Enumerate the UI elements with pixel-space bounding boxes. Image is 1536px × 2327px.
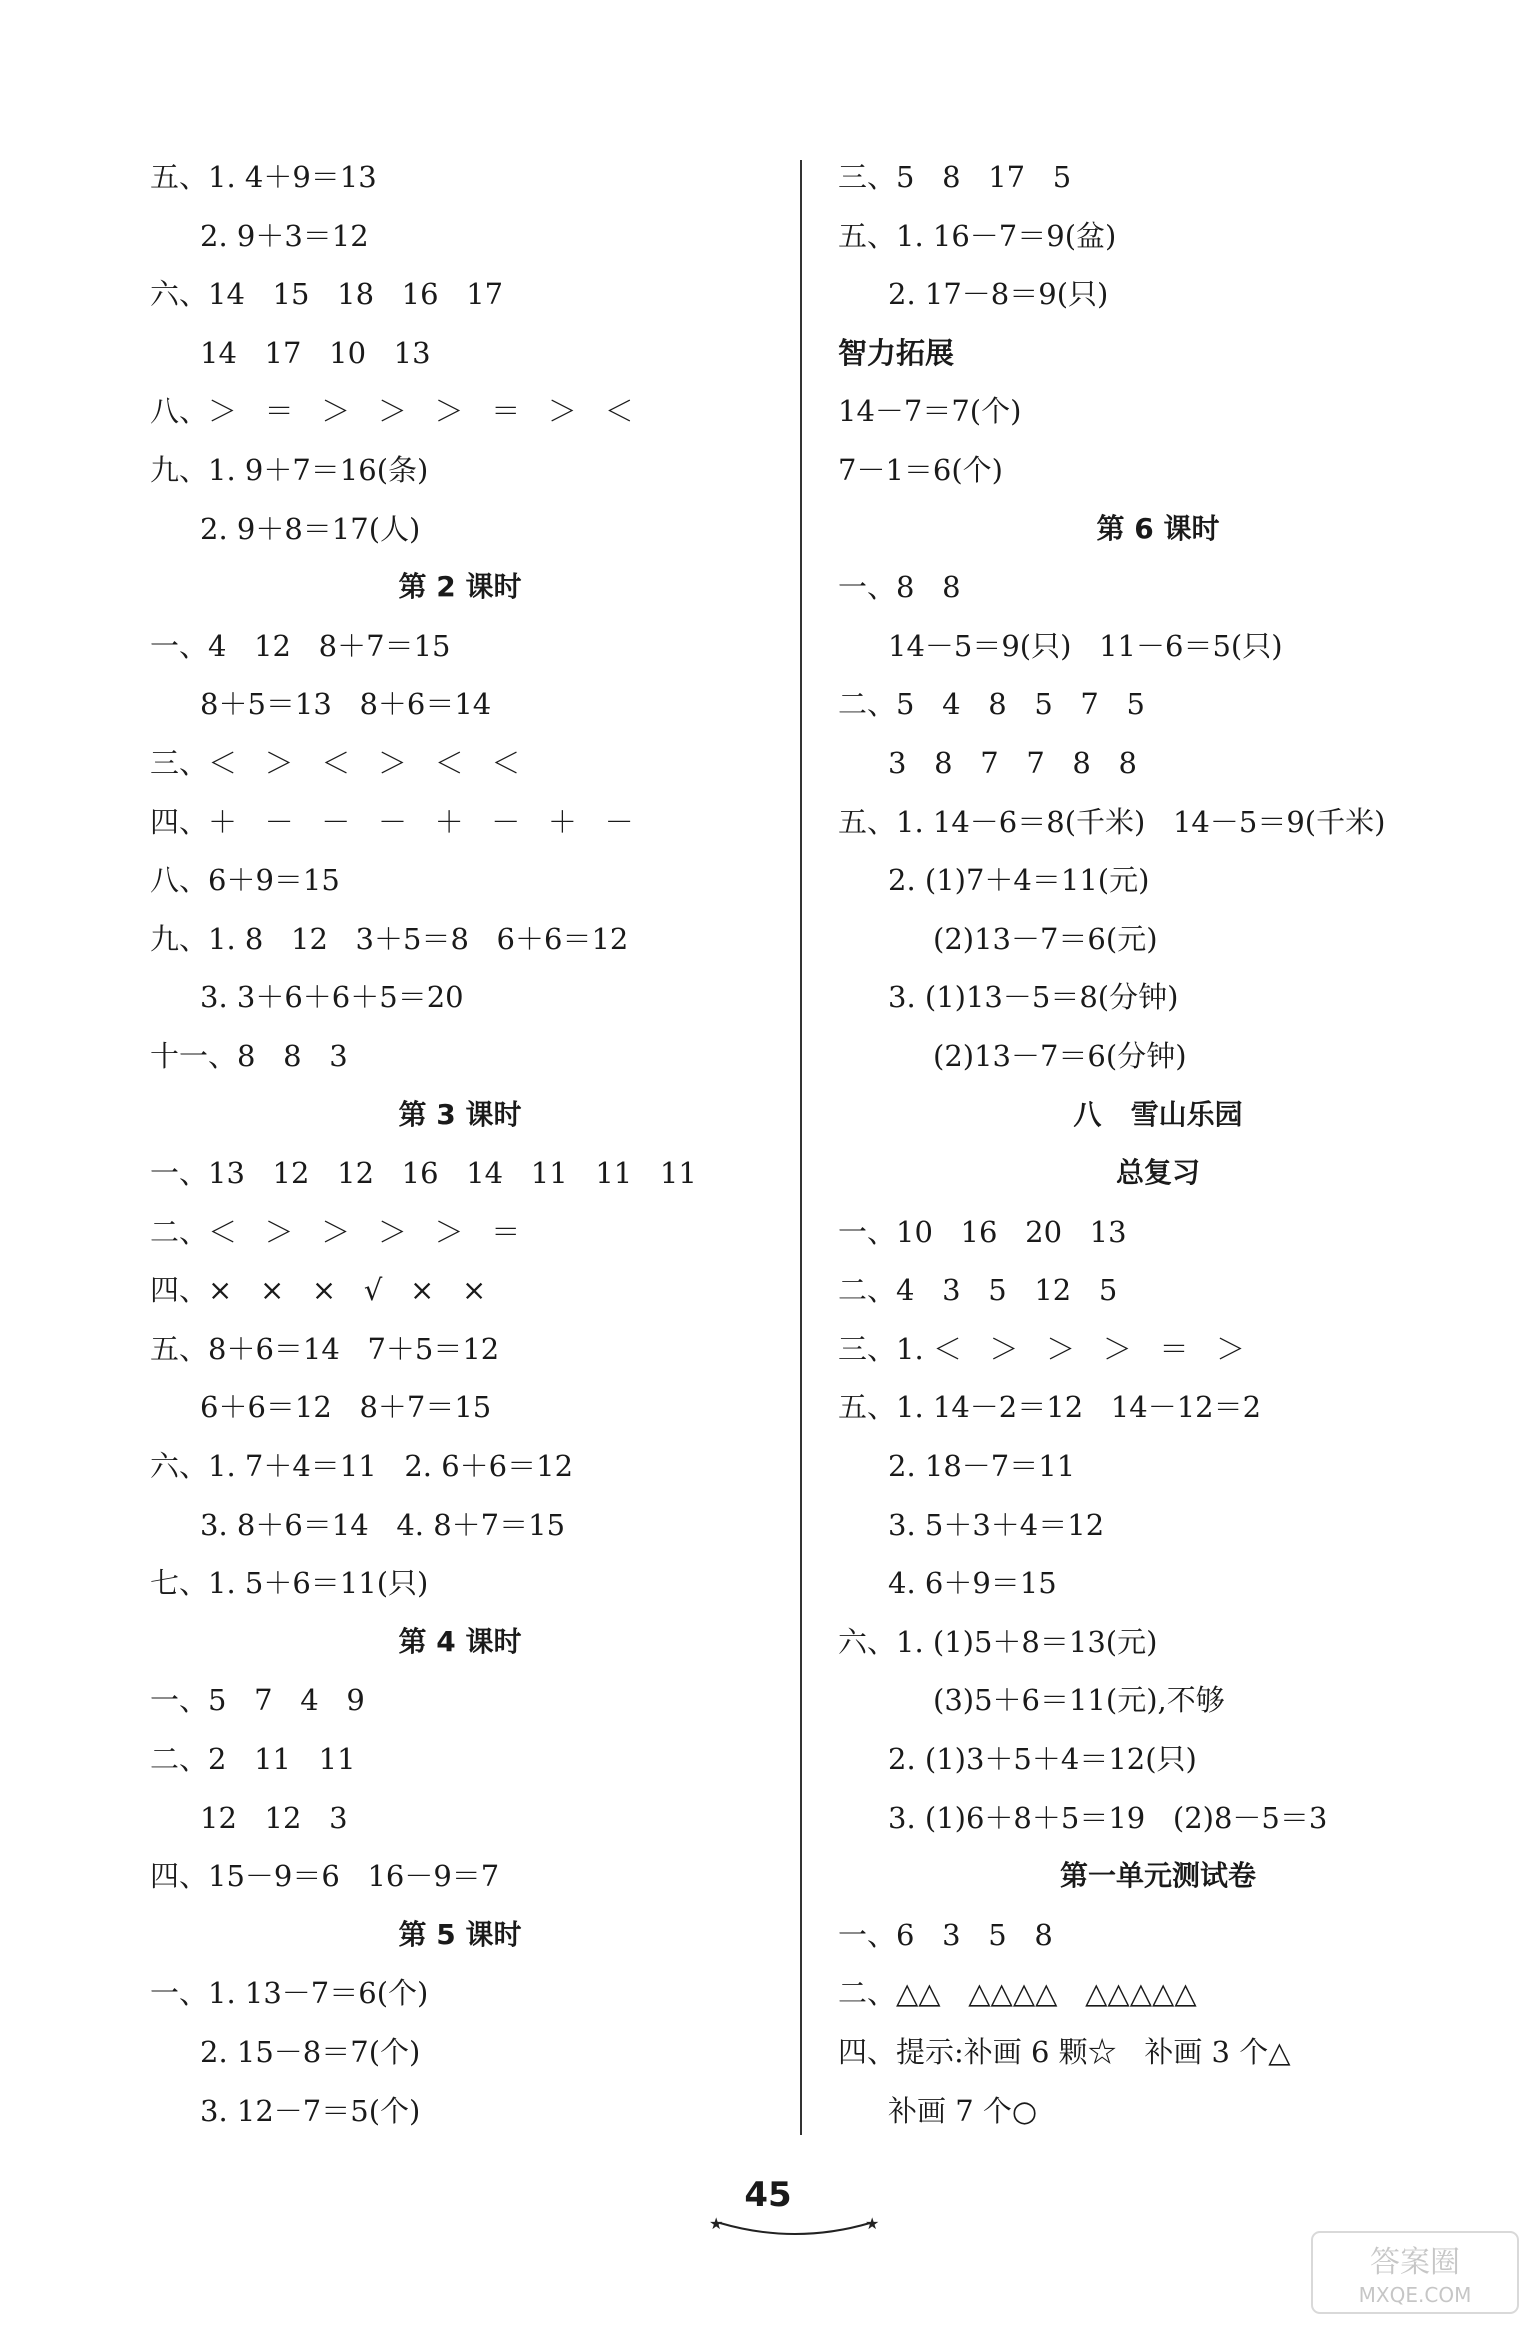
answer-line: 四、＋ － － － ＋ － ＋ － [150,804,634,839]
answer-line: 一、5 7 4 9 [150,1683,365,1718]
answer-line: 3. 3＋6＋6＋5＝20 [200,980,464,1015]
section-heading: 八 雪山乐园 [1073,1097,1243,1131]
answer-line: 十一、8 8 3 [150,1038,348,1073]
answer-line: 二、△△ △△△△ △△△△△ [838,1976,1197,2011]
section-heading: 第 6 课时 [1096,511,1220,545]
answer-line: (2)13－7＝6(元) [933,921,1158,956]
answer-line: 一、10 16 20 13 [838,1214,1127,1249]
answer-line: 六、1. 7＋4＝11 2. 6＋6＝12 [150,1449,574,1484]
answer-line: 五、1. 14－2＝12 14－12＝2 [838,1390,1262,1425]
answer-line: 一、8 8 [838,570,961,605]
answer-line: 12 12 3 [200,1800,348,1835]
answer-line: 五、8＋6＝14 7＋5＝12 [150,1331,500,1366]
answer-line: 七、1. 5＋6＝11(只) [150,1566,429,1601]
answer-line: 补画 7 个○ [888,2093,1038,2128]
answer-line: 3. 8＋6＝14 4. 8＋7＝15 [200,1507,566,1542]
section-heading: 总复习 [1115,1156,1200,1190]
answer-line: 2. (1)3＋5＋4＝12(只) [888,1742,1197,1777]
answer-line: 三、＜ ＞ ＜ ＞ ＜ ＜ [150,745,521,780]
answer-line: 四、× × × √ × × [150,1273,487,1308]
answer-line: 九、1. 9＋7＝16(条) [150,452,429,487]
answer-line: 二、4 3 5 12 5 [838,1273,1118,1308]
left-column [150,148,770,2140]
page-number: 45 [744,2175,792,2215]
answer-line: (2)13－7＝6(分钟) [933,1038,1187,1073]
section-heading: 第 5 课时 [398,1917,522,1951]
answer-line: 四、提示:补画 6 颗☆ 补画 3 个△ [838,2035,1291,2069]
answer-line: 一、1. 13－7＝6(个) [150,1976,429,2011]
answer-line: 14－5＝9(只) 11－6＝5(只) [888,628,1283,663]
answer-line: 4. 6＋9＝15 [888,1566,1057,1601]
answer-line: 2. 18－7＝11 [888,1449,1076,1484]
answer-line: 六、1. (1)5＋8＝13(元) [838,1624,1158,1659]
section-heading: 第一单元测试卷 [1059,1859,1256,1893]
answer-line: 八、＞ ＝ ＞ ＞ ＞ ＝ ＞ ＜ [150,394,634,429]
answer-line: 五、1. 14－6＝8(千米) 14－5＝9(千米) [838,804,1386,839]
answer-line: 3 8 7 7 8 8 [888,745,1137,780]
answer-line: 五、1. 16－7＝9(盆) [838,218,1117,253]
section-heading: 第 4 课时 [398,1624,522,1658]
answer-line: 四、15－9＝6 16－9＝7 [150,1859,500,1894]
svg-text:MXQE.COM: MXQE.COM [1358,2283,1472,2307]
answer-line: 6＋6＝12 8＋7＝15 [200,1390,492,1425]
answer-line: 3. (1)6＋8＋5＝19 (2)8－5＝3 [888,1800,1328,1835]
answer-line: 五、1. 4＋9＝13 [150,160,377,194]
answer-line: 2. 9＋3＝12 [200,218,369,253]
answer-line: 三、1. ＜ ＞ ＞ ＞ ＝ ＞ [838,1331,1246,1366]
answer-line: 7－1＝6(个) [838,452,1003,487]
svg-text:★: ★ [865,2214,880,2233]
answer-line: 3. 5＋3＋4＝12 [888,1507,1105,1542]
answer-line: 三、5 8 17 5 [838,160,1072,194]
section-heading: 第 2 课时 [398,570,522,604]
svg-text:★: ★ [709,2214,724,2233]
answer-line: 14－7＝7(个) [838,394,1022,429]
column-divider [800,160,802,2135]
watermark-logo [1310,2230,1520,2315]
answer-line: 八、6＋9＝15 [150,863,340,898]
answer-line: 3. 12－7＝5(个) [200,2093,421,2128]
answer-line: 二、2 11 11 [150,1742,356,1777]
answer-line: 2. (1)7＋4＝11(元) [888,863,1150,898]
answer-line: 智力拓展 [838,335,955,370]
section-heading: 第 3 课时 [398,1097,522,1131]
answer-line: 2. 9＋8＝17(人) [200,511,421,546]
answer-line: 二、＜ ＞ ＞ ＞ ＞ ＝ [150,1214,521,1249]
answer-line: 九、1. 8 12 3＋5＝8 6＋6＝12 [150,921,629,956]
answer-line: (3)5＋6＝11(元),不够 [933,1683,1225,1718]
answer-line: 8＋5＝13 8＋6＝14 [200,687,492,722]
right-column [838,148,1478,2140]
answer-line: 二、5 4 8 5 7 5 [838,687,1145,722]
answer-line: 一、13 12 12 16 14 11 11 11 [150,1156,697,1191]
answer-line: 六、14 15 18 16 17 [150,277,504,312]
answer-line: 一、6 3 5 8 [838,1917,1053,1952]
answer-line: 2. 17－8＝9(只) [888,277,1109,312]
answer-line: 3. (1)13－5＝8(分钟) [888,980,1179,1015]
answer-line: 14 17 10 13 [200,335,431,370]
answer-line: 2. 15－8＝7(个) [200,2035,421,2069]
answer-line: 一、4 12 8＋7＝15 [150,628,451,663]
page-number-ornament [705,2205,885,2245]
svg-text:答案圈: 答案圈 [1370,2245,1460,2280]
